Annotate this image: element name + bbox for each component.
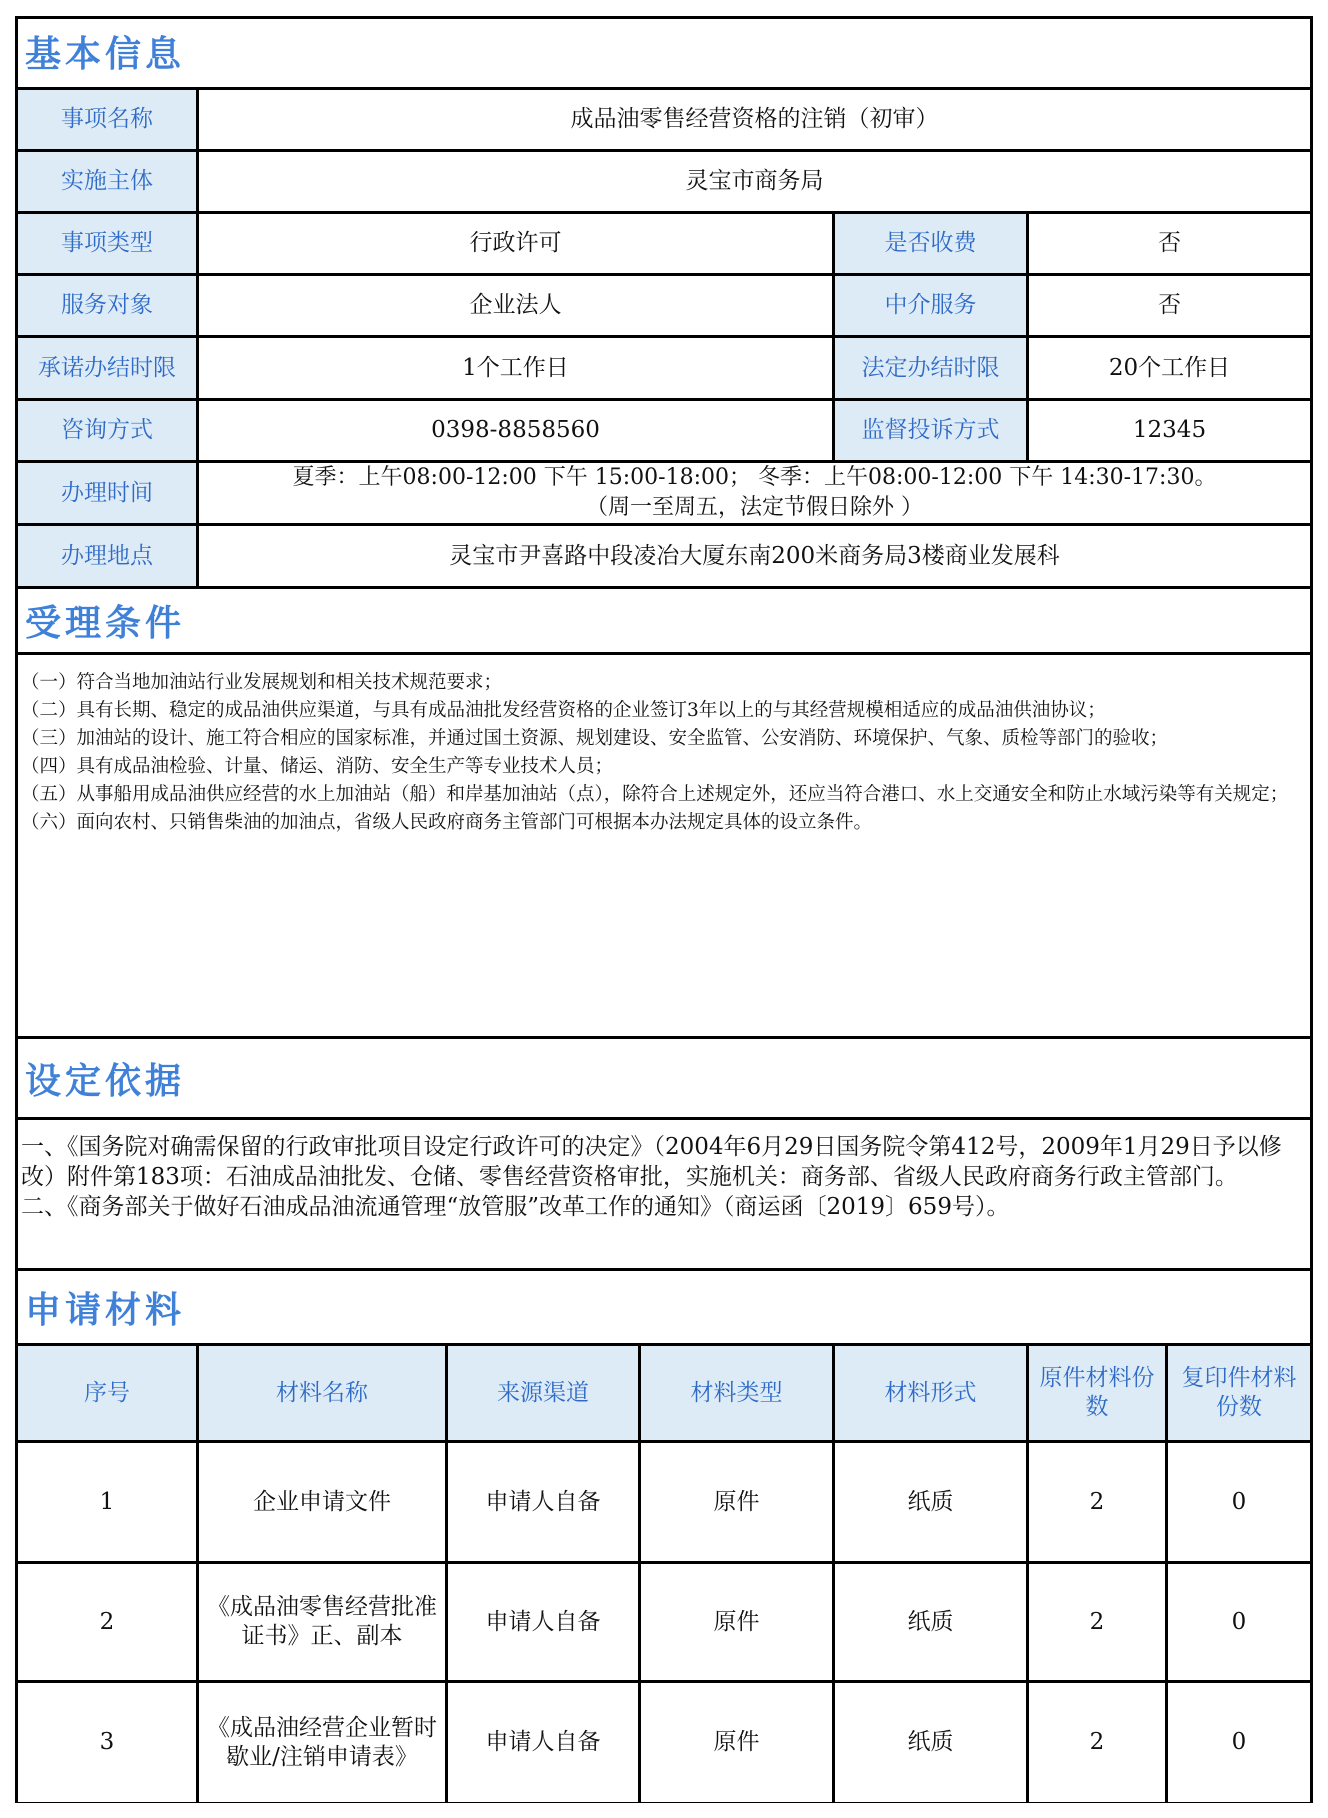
condition-item: （二）具有长期、稳定的成品油供应渠道，与具有成品油批发经营资格的企业签订3年以上的与其经营规模相适应的成品油供油协议； [21,700,1106,721]
value-service-target: 企业法人 [199,276,835,338]
materials-row-2-col-type: 原件 [641,1564,835,1683]
label-legal-limit: 法定办结时限 [835,338,1029,401]
materials-header-col-name: 材料名称 [199,1346,448,1443]
materials-header-col-type: 材料类型 [641,1346,835,1443]
value-implementer: 灵宝市商务局 [199,152,1310,214]
hours-line-1: 夏季：上午08:00-12:00 下午 15:00-18:00； 冬季：上午08:00-12:00 下午 14:30-17:30。 [292,465,1217,490]
materials-row-1-col-source: 申请人自备 [448,1443,641,1564]
materials-row-3-col-type: 原件 [641,1683,835,1802]
hours-line-2: （周一至周五，法定节假日除外 ） [586,495,923,520]
materials-row-1-col-original-count: 2 [1029,1443,1168,1564]
section-title-legal-basis: 设定依据 [15,1039,1313,1120]
materials-row-1-col-type: 原件 [641,1443,835,1564]
value-complaint-phone: 12345 [1029,401,1310,463]
materials-row-3-col-source: 申请人自备 [448,1683,641,1802]
materials-row-3-col-name: 《成品油经营企业暂时歇业/注销申请表》 [199,1683,448,1802]
value-item-type: 行政许可 [199,214,835,276]
label-complaint: 监督投诉方式 [835,401,1029,463]
materials-row-3-col-seq: 3 [18,1683,199,1802]
label-location: 办理地点 [18,526,199,589]
label-charge: 是否收费 [835,214,1029,276]
value-location: 灵宝市尹喜路中段凌冶大厦东南200米商务局3楼商业发展科 [199,526,1310,589]
label-consult: 咨询方式 [18,401,199,463]
materials-header-col-original-count: 原件材料份数 [1029,1346,1168,1443]
value-intermediary: 否 [1029,276,1310,338]
condition-item: （六）面向农村、只销售柴油的加油点，省级人民政府商务主管部门可根据本办法规定具体的设立条件。 [21,812,873,833]
materials-header-col-seq: 序号 [18,1346,199,1443]
conditions-list [15,655,1313,1039]
condition-item: （三）加油站的设计、施工符合相应的国家标准，并通过国土资源、规划建设、安全监管、公安消防、环境保护、气象、质检等部门的验收； [21,728,1169,749]
value-hours [199,463,1310,526]
value-charge: 否 [1029,214,1310,276]
section-title-materials: 申请材料 [15,1271,1313,1346]
label-implementer: 实施主体 [18,152,199,214]
materials-row-2-col-original-count: 2 [1029,1564,1168,1683]
value-consult-phone: 0398-8858560 [199,401,835,463]
value-legal-limit: 20个工作日 [1029,338,1310,401]
materials-row-1-col-seq: 1 [18,1443,199,1564]
materials-row-3-col-copy-count: 0 [1168,1683,1310,1802]
materials-header-col-form: 材料形式 [835,1346,1029,1443]
materials-row-2-col-source: 申请人自备 [448,1564,641,1683]
label-hours: 办理时间 [18,463,199,526]
label-item-type: 事项类型 [18,214,199,276]
legal-basis-list [15,1120,1313,1271]
condition-item: （一）符合当地加油站行业发展规划和相关技术规范要求； [21,672,503,693]
materials-row-2-col-seq: 2 [18,1564,199,1683]
materials-row-2-col-name: 《成品油零售经营批准证书》正、副本 [199,1564,448,1683]
materials-row-3-col-original-count: 2 [1029,1683,1168,1802]
section-title-basic-info: 基本信息 [15,16,1313,90]
label-promised-limit: 承诺办结时限 [18,338,199,401]
materials-row-2-col-form: 纸质 [835,1564,1029,1683]
value-item-name: 成品油零售经营资格的注销（初审） [199,90,1310,152]
section-title-conditions: 受理条件 [15,589,1313,655]
materials-row-2-col-copy-count: 0 [1168,1564,1310,1683]
materials-header-col-copy-count: 复印件材料份数 [1168,1346,1310,1443]
materials-row-1-col-name: 企业申请文件 [199,1443,448,1564]
legal-basis-item: 一、《国务院对确需保留的行政审批项目设定行政许可的决定》（2004年6月29日国务院令第412号，2009年1月29日予以修改）附件第183项：石油成品油批发、仓储、零售经营资格审批，实施机关：商务部、省级人民政府商务行政主管部门。 [21,1134,1282,1190]
value-promised-limit: 1个工作日 [199,338,835,401]
materials-row-1-col-form: 纸质 [835,1443,1029,1564]
label-item-name: 事项名称 [18,90,199,152]
condition-item: （四）具有成品油检验、计量、储运、消防、安全生产等专业技术人员； [21,756,614,777]
materials-header-col-source: 来源渠道 [448,1346,641,1443]
materials-row-3-col-form: 纸质 [835,1683,1029,1802]
condition-item: （五）从事船用成品油供应经营的水上加油站（船）和岸基加油站（点），除符合上述规定外，还应当符合港口、水上交通安全和防止水域污染等有关规定； [21,784,1289,805]
label-intermediary: 中介服务 [835,276,1029,338]
legal-basis-item: 二、《商务部关于做好石油成品油流通管理“放管服”改革工作的通知》（商运函〔2019〕659号）。 [21,1194,1010,1220]
materials-row-1-col-copy-count: 0 [1168,1443,1310,1564]
label-service-target: 服务对象 [18,276,199,338]
